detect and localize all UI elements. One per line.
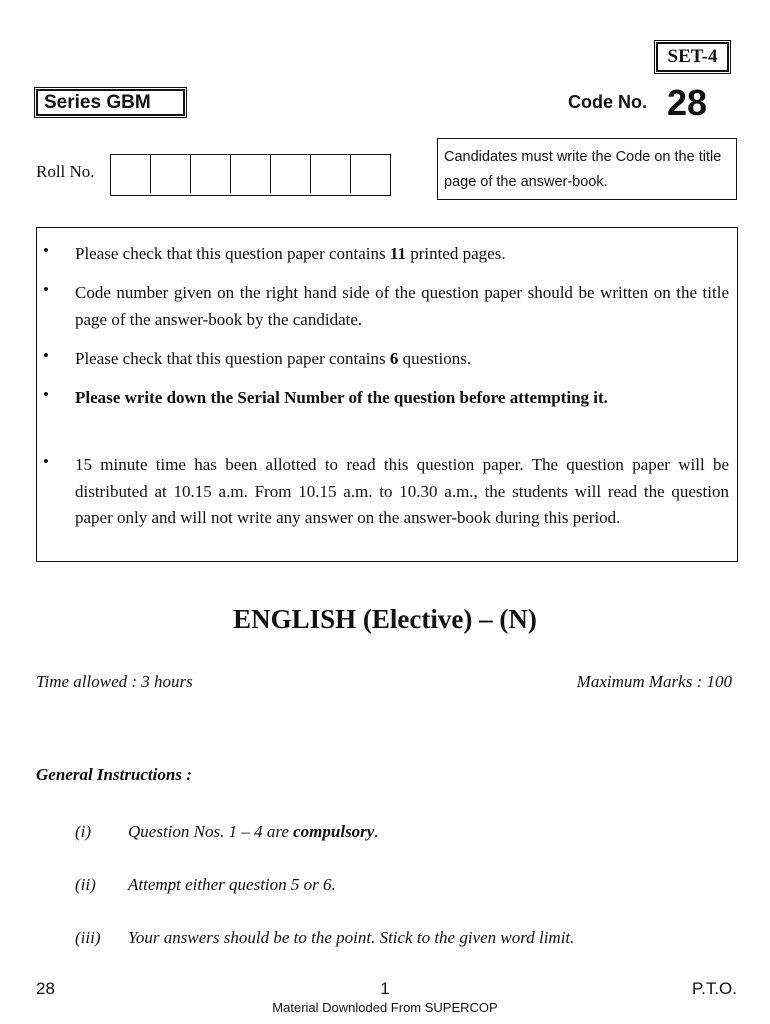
page-number: 1 bbox=[380, 979, 390, 998]
gi-number: (iii) bbox=[75, 928, 101, 947]
bullet-icon: • bbox=[43, 280, 49, 299]
bullet-icon: • bbox=[43, 452, 49, 471]
time-allowed: Time allowed : 3 hours bbox=[36, 672, 193, 691]
instruction-text: 15 minute time has been allotted to read this question paper. The question paper will be distributed at 10.15 a.m. From 10.15 a.m. to 10.30 a.m., the students will read the question paper only and will not write any answer on the answer-book during this period. bbox=[75, 455, 729, 527]
footer-note: Material Downloded From SUPERCOP bbox=[272, 1000, 498, 1015]
instructions-box bbox=[36, 227, 738, 562]
code-number: 28 bbox=[667, 82, 708, 123]
roll-number-boxes bbox=[110, 154, 391, 196]
instruction-text: questions. bbox=[398, 349, 472, 368]
set-label: SET-4 bbox=[656, 42, 729, 72]
roll-cell bbox=[271, 155, 311, 193]
instruction-bold: Please write down the Serial Number of the question before attempting it. bbox=[75, 388, 608, 407]
roll-label: Roll No. bbox=[36, 162, 95, 181]
instruction-text: Please check that this question paper contains bbox=[75, 244, 390, 263]
gi-text: Question Nos. 1 – 4 are bbox=[128, 822, 294, 841]
gi-number: (ii) bbox=[75, 875, 96, 894]
series-label: Series GBM bbox=[36, 89, 185, 116]
roll-cell bbox=[231, 155, 271, 193]
bullet-icon: • bbox=[43, 385, 49, 404]
instruction-text: Code number given on the right hand side of the question paper should be written on the title page of the answer-book by the candidate. bbox=[75, 283, 729, 329]
gi-number: (i) bbox=[75, 822, 92, 841]
footer-code: 28 bbox=[36, 979, 55, 998]
gi-item: Your answers should be to the point. Stick to the given word limit. bbox=[128, 928, 575, 947]
gi-text: . bbox=[374, 822, 379, 841]
roll-cell bbox=[351, 155, 390, 193]
instruction-text: Please check that this question paper contains bbox=[75, 349, 390, 368]
paper-title: ENGLISH (Elective) – (N) bbox=[233, 604, 537, 634]
pto-label: P.T.O. bbox=[691, 979, 737, 998]
gi-item bbox=[128, 822, 379, 842]
roll-cell bbox=[311, 155, 351, 193]
roll-cell bbox=[111, 155, 151, 193]
general-instructions-heading: General Instructions : bbox=[36, 765, 192, 784]
roll-cell bbox=[151, 155, 191, 193]
maximum-marks: Maximum Marks : 100 bbox=[576, 672, 732, 691]
instruction-bold: 6 bbox=[389, 349, 399, 368]
roll-cell bbox=[191, 155, 231, 193]
bullet-icon: • bbox=[43, 241, 49, 260]
gi-bold: compulsory bbox=[293, 822, 375, 841]
instruction-text: printed pages. bbox=[405, 244, 506, 263]
bullet-icon: • bbox=[43, 346, 49, 365]
candidates-note: Candidates must write the Code on the title page of the answer-book. bbox=[437, 138, 737, 200]
instruction-bold: 11 bbox=[389, 244, 406, 263]
code-label: Code No. bbox=[568, 92, 647, 112]
gi-item: Attempt either question 5 or 6. bbox=[128, 875, 336, 894]
